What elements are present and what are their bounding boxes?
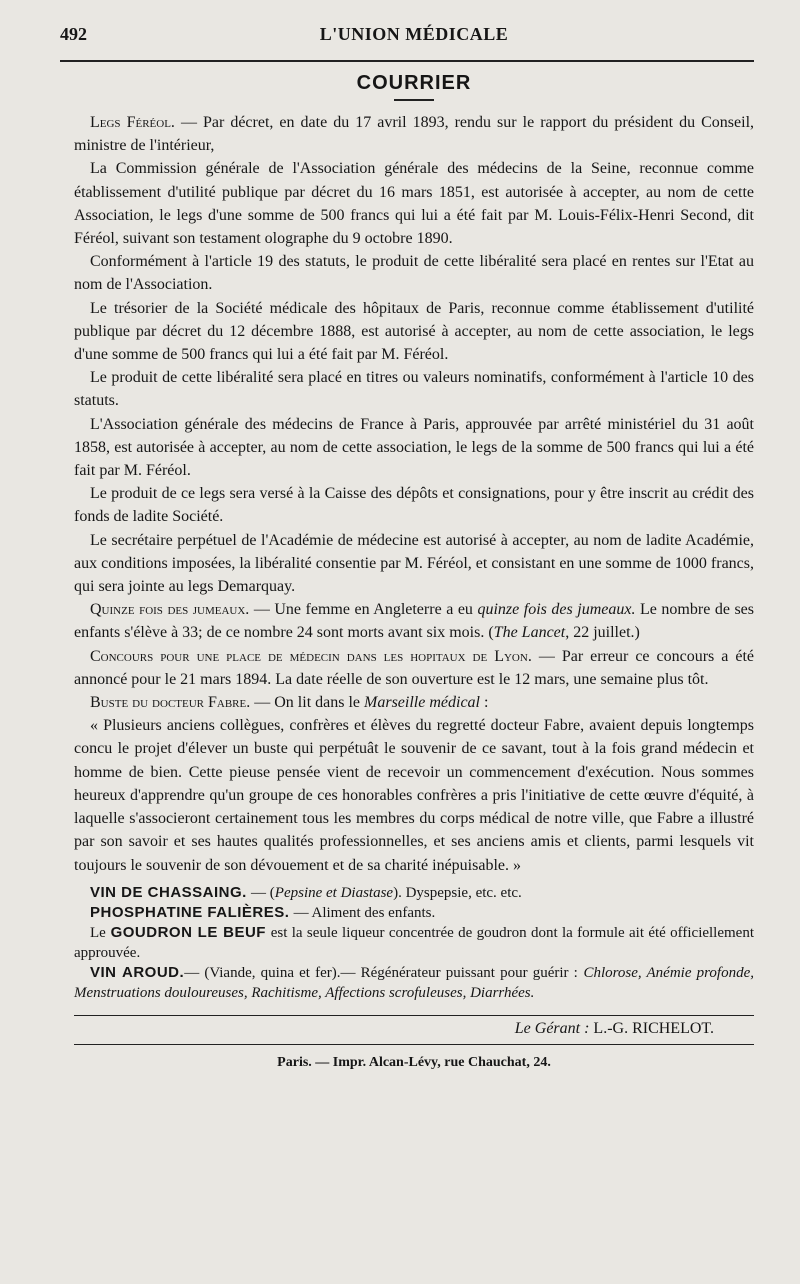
- running-header: [60, 22, 754, 48]
- ads-rule: [74, 1015, 754, 1016]
- legs-fereol-paragraph: Legs Féréol. — Par décret, en date du 17 avril 1893, rendu sur le rapport du président du Conseil, ministre de l'intérieur,: [74, 114, 755, 155]
- ad-aroud: VIN AROUD.— (Viande, quina et fer).— Régénérateur puissant pour guérir : Chlorose, Anémie profonde, Menstruations douloureuses, Rachitisme, Affections scrofuleuses, Diarrhées.: [74, 963, 755, 1001]
- paragraph: Conformément à l'article 19 des statuts, le produit de cette libéralité sera placé en rentes sur l'Etat au nom de l'Association.: [74, 253, 754, 294]
- paragraph: Le produit de ce legs sera versé à la Caisse des dépôts et consignations, pour y être inscrit au crédit des fonds de ladite Société.: [74, 485, 754, 526]
- ad-goudron: Le GOUDRON LE BEUF est la seule liqueur concentrée de goudron dont la formule ait été officiellement approuvée.: [74, 923, 755, 961]
- concours-heading: Concours pour une place de médecin dans les hopitaux de Lyon.: [90, 647, 532, 665]
- footer-rule: [74, 1044, 754, 1045]
- buste-paragraph: Buste du docteur Fabre. — On lit dans le Marseille médical :: [90, 694, 489, 712]
- buste-heading: Buste du docteur Fabre.: [90, 694, 251, 712]
- concours-paragraph: Concours pour une place de médecin dans les hopitaux de Lyon. — Par erreur ce concours a été annoncé pour le 21 mars 1894. La date réelle de son ouverture est le 12 mars, une semaine plus tôt.: [74, 647, 754, 688]
- paragraph: Le produit de cette libéralité sera placé en titres ou valeurs nominatifs, conformément à l'article 10 des statuts.: [74, 369, 754, 410]
- paragraph: La Commission générale de l'Association générale des médecins de la Seine, reconnue comme établissement d'utilité publique par décret du 16 mars 1851, est autorisée à accepter, au nom de cette Association, le legs d'une somme de 500 francs qui lui a été fait par M. Louis-Félix-Henri Second, dit Féréol, suivant son testament olographe du 9 octobre 1890.: [74, 160, 754, 248]
- title-rule: [394, 99, 434, 101]
- paragraph: Le secrétaire perpétuel de l'Académie de médecine est autorisé à accepter, au nom de ladite Académie, aux conditions imposées, la libéralité consentie par M. Féréol, et consistant en une somme de 1000 francs, qui sera jointe au legs Demarquay.: [74, 531, 754, 596]
- legs-fereol-heading: Legs Féréol.: [90, 114, 175, 131]
- page-number: 492: [60, 24, 87, 44]
- paragraph: Le trésorier de la Société médicale des hôpitaux de Paris, reconnue comme établissement d'utilité publique par décret du 12 décembre 1888, est autorisé à accepter, au nom de cette association, le legs d'une somme de 500 francs qui lui a été fait par M. Féréol.: [74, 299, 754, 364]
- advertisements: [74, 883, 754, 1003]
- jumeaux-heading: Quinze fois des jumeaux.: [90, 601, 250, 619]
- section-title: COURRIER: [356, 72, 472, 94]
- article-body: [74, 111, 754, 877]
- ad-phosphatine: PHOSPHATINE FALIÈRES. — Aliment des enfants.: [90, 903, 436, 921]
- ad-chassaing: VIN DE CHASSAING. — (Pepsine et Diastase). Dyspepsie, etc. etc.: [90, 883, 522, 901]
- source-citation: Marseille médical: [364, 694, 480, 712]
- jumeaux-paragraph: Quinze fois des jumeaux. — Une femme en Angleterre a eu quinze fois des jumeaux. Le nombre de ses enfants s'élève à 33; de ce nombre 24 sont morts avant six mois. (The Lancet, 22 juillet.): [74, 601, 755, 642]
- printer-imprint: Paris. — Impr. Alcan-Lévy, rue Chauchat, 24.: [277, 1054, 551, 1070]
- header-rule: [60, 60, 754, 62]
- running-title: L'UNION MÉDICALE: [319, 24, 509, 44]
- buste-quote: « Plusieurs anciens collègues, confrères et élèves du regretté docteur Fabre, avaient depuis longtemps concu le projet d'élever un buste qui perpétuât le souvenir de ce savant, tout à la fois grand médecin et homme de bien. Cette pieuse pensée vient de recevoir un commencement d'exécution. Nous sommes heureux d'apprendre qu'un groupe de ces honorables confrères a pris l'initiative de cette œuvre d'équité, à laquelle s'associeront certainement tous les membres du corps médical de notre ville, que Fabre a illustré par son savoir et ses hautes qualités professionnelles, et ses anciens amis et clients, parmi lesquels vit toujours le souvenir de son dévouement et de sa charité inépuisable. »: [74, 717, 754, 874]
- paragraph: L'Association générale des médecins de France à Paris, approuvée par arrêté ministériel du 31 août 1858, est autorisée à accepter, au nom de cette association, le legs de la somme de 500 francs qui lui a été fait par M. Féréol.: [74, 415, 754, 480]
- signature: Le Gérant : L.-G. RICHELOT.: [514, 1019, 714, 1037]
- source-citation: The Lancet: [493, 624, 566, 642]
